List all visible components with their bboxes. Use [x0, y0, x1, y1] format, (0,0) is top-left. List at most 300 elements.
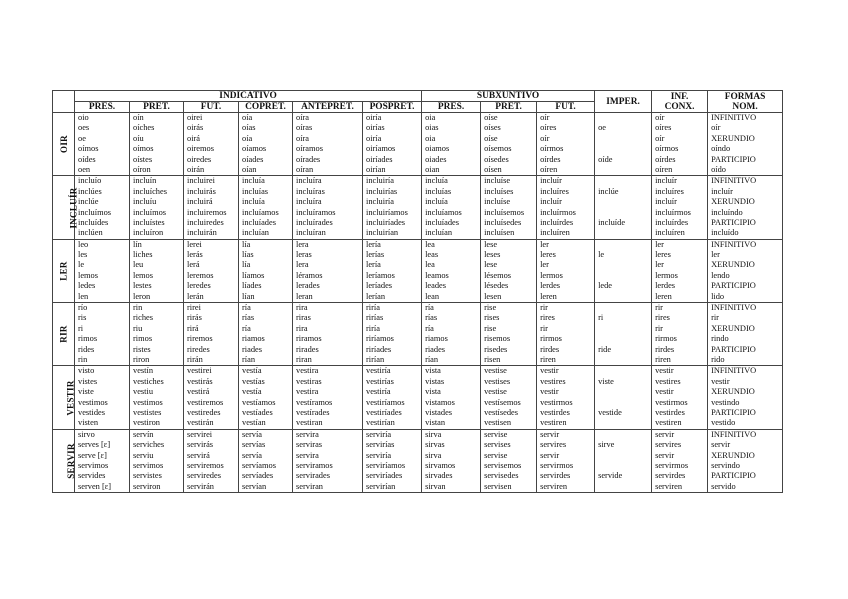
form-text: oirías [366, 123, 385, 133]
form-text: XERUNDIO [711, 197, 755, 207]
cell-spres [422, 429, 481, 492]
form-text: liches [133, 250, 153, 260]
form-text: servir [655, 450, 675, 460]
form-text: serviría [366, 450, 392, 460]
form-text: vestiras [296, 376, 322, 386]
form-text: oísedes [484, 154, 509, 164]
cell-spret [481, 113, 537, 176]
form-text: riríamos [366, 334, 394, 344]
form-text: vestires [655, 376, 681, 386]
inf-header-line1: INF. [670, 91, 689, 102]
form-text: visto [78, 366, 95, 376]
form-text: incluías [242, 186, 269, 196]
cell-pret [130, 303, 184, 366]
verb-row [53, 239, 783, 302]
form-text: serviren [540, 481, 568, 491]
form-text: oídes [78, 154, 96, 164]
form-text: oiríades [366, 154, 393, 164]
form-text: vestirían [366, 418, 395, 428]
cell-spres [422, 239, 481, 302]
form-text: lerás [187, 250, 203, 260]
form-text: lestes [133, 281, 152, 291]
form-text: oírdes [655, 154, 676, 164]
form-text: incluíren [540, 228, 570, 238]
form-text: vistan [425, 418, 446, 428]
form-text: lerán [187, 291, 204, 301]
form-text: rimos [133, 334, 153, 344]
form-text: incluiríamos [366, 207, 408, 217]
col-header-subx-fut: FUT. [537, 102, 595, 113]
form-text: viste [78, 387, 94, 397]
form-text: sirva [425, 429, 442, 439]
form-text: oiríamos [366, 144, 396, 154]
form-text: ler [540, 260, 549, 270]
form-text: incluirá [187, 197, 213, 207]
form-text: leren [540, 291, 557, 301]
form-text: servir [540, 450, 560, 460]
form-text: riría [366, 303, 380, 313]
form-text: oímos [133, 144, 154, 154]
form-text: sirvo [78, 429, 95, 439]
form-text: sirvas [425, 440, 445, 450]
conjugation-body [53, 113, 783, 493]
form-text: oíde [598, 154, 613, 164]
form-text: vestirdes [540, 407, 570, 417]
form-text: oíra [296, 113, 310, 122]
form-text: oísemos [484, 144, 512, 154]
verb-label-cell [53, 176, 79, 239]
form-text: riamos [242, 334, 265, 344]
form-text: rin [78, 354, 88, 364]
form-text: incluíses [484, 186, 514, 196]
form-text: PARTICIPIO [711, 344, 756, 354]
form-text: rires [540, 313, 555, 323]
form-text: lía [242, 239, 251, 249]
cell-inf [652, 429, 708, 492]
form-text: vestise [484, 387, 507, 397]
cell-pres [75, 113, 130, 176]
form-text: rir [540, 303, 548, 313]
form-text: vestises [484, 376, 511, 386]
form-text: lean [425, 291, 440, 301]
form-text: oído [711, 164, 726, 174]
form-text: riu [133, 323, 143, 333]
form-text: vestía [242, 387, 262, 397]
conjugation-table [52, 90, 783, 493]
cell-antepret [293, 176, 363, 239]
cell-pospret [363, 176, 422, 239]
form-text: sirvan [425, 481, 446, 491]
form-text: oístes [133, 154, 153, 164]
cell-sfut [537, 303, 595, 366]
form-text: vestiríamos [366, 397, 405, 407]
imper-header: IMPER. [595, 91, 652, 113]
form-text: incluíu [133, 197, 157, 207]
form-text: oes [78, 123, 90, 133]
col-header-fut: FUT. [184, 102, 239, 113]
cell-fut [184, 303, 239, 366]
form-text: leran [296, 291, 313, 301]
form-text: lea [425, 260, 435, 270]
form-text: lerei [187, 239, 202, 249]
form-text: riren [655, 354, 671, 364]
form-text: leamos [425, 270, 449, 280]
form-text: oirei [187, 113, 203, 122]
col-header-antepret: ANTEPRET. [293, 102, 363, 113]
cell-inf [652, 303, 708, 366]
form-text: vista [425, 387, 441, 397]
form-text: oír [655, 133, 665, 143]
form-text: serviría [366, 429, 392, 439]
form-text: vestiredes [187, 407, 221, 417]
form-text: lías [242, 250, 254, 260]
cell-antepret [293, 429, 363, 492]
form-text: INFINITIVO [711, 176, 757, 186]
form-text: riades [425, 344, 446, 354]
form-text: incluíde [598, 217, 626, 227]
form-text: incluíamos [242, 207, 279, 217]
form-text: oías [242, 123, 256, 133]
form-text: XERUNDIO [711, 260, 755, 270]
form-text: viste [598, 376, 614, 386]
verb-label-cell [53, 239, 75, 302]
cell-formas [708, 429, 783, 492]
form-text: oíres [540, 123, 557, 133]
form-text: INFINITIVO [711, 303, 757, 313]
form-text: rise [484, 303, 497, 313]
cell-pospret [363, 366, 422, 429]
form-text: leas [425, 250, 439, 260]
form-text: rirías [366, 313, 384, 323]
form-text: vestir [711, 376, 730, 386]
cell-fut [184, 239, 239, 302]
subxuntivo-header: SUBXUNTIVO [422, 91, 595, 102]
form-text: rindo [711, 334, 729, 344]
form-text: incluío [78, 176, 102, 186]
form-text: oíndo [711, 144, 731, 154]
verb-label-cell [53, 303, 75, 366]
form-text: incluín [133, 176, 157, 186]
form-text: riredes [187, 344, 210, 354]
cell-fut [184, 176, 239, 239]
col-header-pospret: POSPRET. [363, 102, 422, 113]
form-text: servires [540, 440, 567, 450]
form-text: servíamos [242, 460, 276, 470]
cell-pret [130, 176, 184, 239]
form-text: oíches [133, 123, 155, 133]
form-text: servires [655, 440, 682, 450]
form-text: rirá [187, 323, 199, 333]
cell-antepret [293, 113, 363, 176]
form-text: serviredes [187, 471, 221, 481]
verb-label-cell [53, 366, 75, 429]
cell-sfut [537, 239, 595, 302]
form-text: incluístes [133, 217, 165, 227]
form-text: rían [425, 354, 439, 364]
form-text: risedes [484, 344, 508, 354]
form-text: rira [296, 303, 308, 313]
form-text: ría [242, 303, 251, 313]
form-text: incluír [655, 197, 677, 207]
cell-pospret [363, 303, 422, 366]
cell-pres [75, 303, 130, 366]
form-text: lerá [187, 260, 200, 270]
form-text: rirmos [655, 334, 677, 344]
form-text: serviu [133, 450, 154, 460]
form-text: oír [540, 113, 550, 122]
cell-fut [184, 113, 239, 176]
form-text: rirás [187, 313, 202, 323]
form-text: vestirei [187, 366, 212, 376]
form-text: serviríades [366, 471, 403, 481]
form-text: vestiron [133, 418, 160, 428]
form-text: vestiría [366, 387, 391, 397]
form-text: incluirías [366, 186, 398, 196]
form-text: vestindo [711, 397, 740, 407]
cell-formas [708, 303, 783, 366]
form-text: serviron [133, 481, 161, 491]
cell-sfut [537, 366, 595, 429]
form-text: incluír [711, 186, 733, 196]
verb-row [53, 366, 783, 429]
form-text: oíades [242, 154, 264, 164]
header-group-row [53, 91, 783, 102]
form-text: oía [242, 113, 253, 122]
col-header-subx-pret: PRET. [481, 102, 537, 113]
form-text: INFINITIVO [711, 239, 757, 249]
form-text: incluíra [296, 176, 322, 186]
form-text: vestisen [484, 418, 512, 428]
cell-copret [239, 429, 293, 492]
verb-label-cell [53, 113, 75, 176]
form-text: vestían [242, 418, 266, 428]
form-text: incluíran [296, 228, 326, 238]
form-text: vestirás [187, 376, 213, 386]
form-text: incluírdes [655, 217, 689, 227]
form-text: risen [484, 354, 501, 364]
form-text: rirei [187, 303, 201, 313]
verb-label-cell [53, 429, 75, 492]
form-text: lera [296, 260, 309, 270]
cell-spret [481, 429, 537, 492]
cell-pospret [363, 239, 422, 302]
form-text: XERUNDIO [711, 387, 755, 397]
form-text: líamos [242, 270, 265, 280]
form-text: vestísedes [484, 407, 519, 417]
form-text: oíu [133, 133, 144, 143]
form-text: leses [484, 250, 501, 260]
form-text: oe [78, 133, 86, 143]
form-text: oírmos [655, 144, 679, 154]
cell-pres [75, 176, 130, 239]
form-text: vestira [296, 387, 319, 397]
form-text: rir [655, 303, 663, 313]
form-text: líades [242, 281, 262, 291]
form-text: oíren [540, 164, 558, 174]
form-text: incluirían [366, 228, 399, 238]
form-text: incluíres [655, 186, 684, 196]
form-text: ler [711, 250, 720, 260]
form-text: vestiches [133, 376, 164, 386]
cell-copret [239, 113, 293, 176]
form-text: oíras [296, 123, 313, 133]
form-text: vistades [425, 407, 453, 417]
form-text: serve [ɛ] [78, 450, 107, 460]
form-text: oíren [655, 164, 673, 174]
inf-header-line2: CONX. [664, 101, 695, 112]
cell-copret [239, 239, 293, 302]
form-text: serviras [296, 440, 323, 450]
form-text: rires [655, 313, 670, 323]
cell-formas [708, 113, 783, 176]
form-text: incluíndo [711, 207, 743, 217]
form-text: incluímos [133, 207, 167, 217]
form-text: oe [598, 123, 606, 133]
form-text: vestiríades [366, 407, 402, 417]
form-text: incluiredes [187, 217, 224, 227]
form-text: oían [242, 164, 257, 174]
form-text: rías [425, 313, 438, 323]
form-text: oíron [133, 164, 151, 174]
form-text: vestirmos [655, 397, 688, 407]
form-text: oias [425, 123, 439, 133]
cell-inf [652, 366, 708, 429]
form-text: ristes [133, 344, 151, 354]
form-text: servirmos [540, 460, 574, 470]
form-text: oiamos [425, 144, 450, 154]
form-text: inclúes [78, 186, 102, 196]
form-text: servira [296, 450, 319, 460]
form-text: oír [711, 123, 721, 133]
cell-imper [595, 239, 652, 302]
form-text: incluíse [484, 176, 511, 186]
form-text: serviríamos [366, 460, 406, 470]
form-text: inclúe [598, 186, 619, 196]
form-text: leredes [187, 281, 211, 291]
form-text: leren [655, 291, 672, 301]
form-text: incluiría [366, 197, 394, 207]
form-text: vestirá [187, 387, 210, 397]
form-text: riría [366, 323, 380, 333]
col-header-copret: COPRET. [239, 102, 293, 113]
form-text: rir [540, 323, 548, 333]
form-text: rise [484, 323, 497, 333]
form-text: vestise [484, 366, 507, 376]
form-text: servise [484, 450, 508, 460]
cell-sfut [537, 429, 595, 492]
form-text: incluía [425, 176, 448, 186]
form-text: oen [78, 164, 91, 174]
cell-pret [130, 366, 184, 429]
form-text: lemos [78, 270, 99, 280]
form-text: servido [711, 481, 736, 491]
form-text: riran [296, 354, 312, 364]
form-text: servira [296, 429, 319, 439]
cell-inf [652, 113, 708, 176]
cell-spret [481, 239, 537, 302]
form-text: lerades [296, 281, 320, 291]
form-text: incluíades [242, 217, 276, 227]
form-text: leron [133, 291, 151, 301]
form-text: incluiría [366, 176, 394, 186]
form-text: oíses [484, 123, 501, 133]
form-text: incluirei [187, 176, 215, 186]
form-text: riríades [366, 344, 392, 354]
form-text: lésedes [484, 281, 509, 291]
form-text: rirades [296, 344, 319, 354]
form-text: lede [598, 281, 613, 291]
form-text: lerías [366, 250, 385, 260]
form-text: lermos [655, 270, 678, 280]
form-text: riras [296, 313, 311, 323]
form-text: riron [133, 354, 150, 364]
form-text: serves [ɛ] [78, 440, 111, 450]
cell-pres [75, 239, 130, 302]
cell-copret [239, 303, 293, 366]
form-text: oín [133, 113, 144, 122]
form-text: ris [78, 313, 87, 323]
form-text: servisen [484, 481, 512, 491]
form-text: le [78, 260, 85, 270]
form-text: oíran [296, 164, 314, 174]
form-text: serviran [296, 481, 323, 491]
cell-pres [75, 429, 130, 492]
form-text: servirdes [655, 471, 686, 481]
form-text: leades [425, 281, 446, 291]
form-text: lea [425, 239, 435, 249]
form-text: río [78, 303, 88, 313]
form-text: rirían [366, 354, 385, 364]
form-text: ría [425, 323, 434, 333]
form-text: servía [242, 450, 262, 460]
col-header-subx-pres: PRES. [422, 102, 481, 113]
cell-inf [652, 176, 708, 239]
form-text: servirmos [655, 460, 689, 470]
form-text: servirán [187, 481, 214, 491]
form-text: oír [540, 133, 550, 143]
form-text: servide [598, 471, 623, 481]
formas-nom-header [708, 91, 783, 113]
form-text: incluía [242, 197, 265, 207]
form-text: vestide [598, 407, 622, 417]
form-text: oírades [296, 154, 321, 164]
form-text: vestiran [296, 418, 323, 428]
form-text: lería [366, 239, 381, 249]
cell-pret [130, 429, 184, 492]
form-text: ledes [78, 281, 96, 291]
cell-imper [595, 303, 652, 366]
form-text: rin [133, 303, 143, 313]
form-text: leres [540, 250, 556, 260]
form-text: incluían [242, 228, 269, 238]
form-text: ri [598, 313, 604, 323]
form-text: oia [425, 133, 436, 143]
form-text: rir [655, 323, 663, 333]
form-text: servirei [187, 429, 213, 439]
form-text: vista [425, 366, 441, 376]
form-text: vestir [655, 387, 674, 397]
form-text: incluír [540, 197, 562, 207]
cell-formas [708, 176, 783, 239]
form-text: riramos [296, 334, 322, 344]
form-text: vestido [711, 418, 736, 428]
form-text: lerían [366, 291, 386, 301]
form-text: vestíramos [296, 397, 333, 407]
form-text: oíamos [242, 144, 267, 154]
form-text: servisemos [484, 460, 522, 470]
verb-label: SERVIR [65, 443, 76, 479]
form-text: servindo [711, 460, 740, 470]
